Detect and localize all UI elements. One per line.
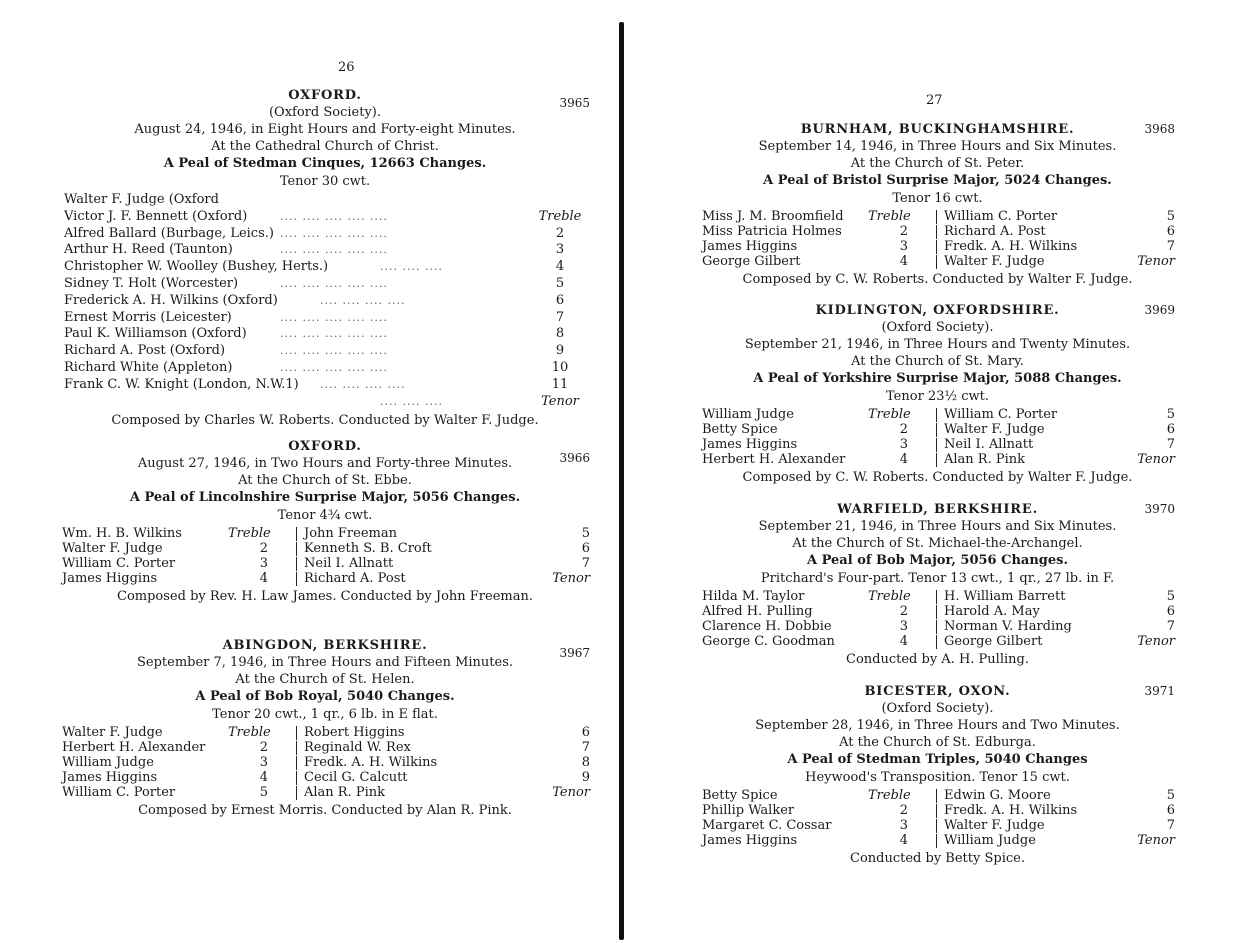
peal-date: September 7, 1946, in Three Hours and Fifteen Minutes. — [136, 655, 514, 670]
ringer-table — [700, 589, 1175, 649]
ringer-row: Hilda M. Taylor Treble H. William Barrett 5 — [702, 589, 1175, 604]
peal-society: (Oxford Society). — [881, 320, 994, 335]
peal-tenor: Tenor 30 cwt. — [279, 174, 371, 189]
ringer-row: James Higgins 3 Neil I. Allnatt 7 — [702, 437, 1175, 452]
ringer-row: Frederick A. H. Wilkins (Oxford) .... .... .... .... 6 — [64, 292, 565, 308]
right-page — [680, 0, 1200, 943]
peal-footer: Composed by Rev. H. Law James. Conducted by John Freeman. — [117, 589, 533, 604]
peal-title: A Peal of Yorkshire Surprise Major, 5088 Changes. — [753, 371, 1122, 386]
book-gutter — [619, 22, 624, 940]
peal-title: A Peal of Bristol Surprise Major, 5024 Changes. — [763, 173, 1112, 188]
peal-title: A Peal of Bob Major, 5056 Changes. — [807, 553, 1068, 568]
peal-tenor: Heywood's Transposition. Tenor 15 cwt. — [805, 770, 1070, 785]
ringer-row: Ernest Morris (Leicester) .... .... .... .... .... 7 — [64, 309, 565, 325]
peal-number: 3968 — [1144, 122, 1175, 136]
peal-place: WARFIELD, BERKSHIRE. 3970 — [837, 502, 1175, 517]
peal-society: (Oxford Society). — [268, 105, 381, 120]
peal-church: At the Cathedral Church of Christ. — [211, 139, 439, 154]
peal-record — [60, 87, 590, 430]
ringer-row: Alfred H. Pulling 2 Harold A. May 6 — [702, 604, 1175, 619]
ringer-row: George C. Goodman 4 George Gilbert Tenor — [702, 634, 1175, 649]
ringer-row: Betty Spice Treble Edwin G. Moore 5 — [702, 788, 1175, 803]
peal-number: 3966 — [559, 451, 590, 465]
ringer-row: George Gilbert 4 Walter F. Judge Tenor — [702, 254, 1175, 269]
ringer-row: Frank C. W. Knight (London, N.W.1) .... .... .... .... 11 — [64, 376, 569, 392]
page-number: 26 — [338, 60, 355, 75]
ringer-row: James Higgins 4 William Judge Tenor — [702, 833, 1175, 848]
peal-church: At the Church of St. Peter. — [850, 156, 1025, 171]
peal-title: A Peal of Stedman Triples, 5040 Changes — [787, 752, 1088, 767]
ringer-row: Miss Patricia Holmes 2 Richard A. Post 6 — [702, 224, 1175, 239]
peal-place: OXFORD. 3965 — [288, 88, 590, 110]
peal-title: A Peal of Bob Royal, 5040 Changes. — [195, 689, 455, 704]
ringer-row: Richard A. Post (Oxford) .... .... .... .... .... 9 — [64, 343, 565, 359]
ringer-row: Alfred Ballard (Burbage, Leics.) .... .... .... .... .... 2 — [64, 225, 565, 241]
peal-church: At the Church of St. Helen. — [235, 672, 415, 687]
ringer-row: Walter F. Judge (Oxford — [64, 192, 219, 207]
peal-church: At the Church of St. Edburga. — [839, 735, 1036, 750]
peal-footer: Composed by C. W. Roberts. Conducted by Walter F. Judge. — [742, 272, 1133, 287]
peal-society: (Oxford Society). — [881, 701, 994, 716]
ringer-row: Miss J. M. Broomfield Treble William C. Porter 5 — [702, 209, 1175, 224]
ringer-row: Herbert H. Alexander 2 Reginald W. Rex 7 — [62, 740, 590, 755]
ringer-table — [700, 209, 1175, 269]
ringer-row: William C. Porter 3 Neil I. Allnatt 7 — [62, 556, 590, 571]
page-number: 27 — [926, 93, 943, 108]
ringer-row: Herbert H. Alexander 4 Alan R. Pink Tenor — [702, 452, 1175, 467]
ringer-table — [60, 526, 590, 586]
ringer-table — [700, 407, 1175, 467]
ringer-row: William Judge Treble William C. Porter 5 — [702, 407, 1175, 422]
peal-record — [700, 121, 1175, 289]
peal-place: BICESTER, OXON. 3971 — [864, 684, 1175, 699]
peal-date: September 21, 1946, in Three Hours and Six Minutes. — [758, 519, 1117, 534]
peal-record — [700, 683, 1175, 868]
ringer-row: Phillip Walker 2 Fredk. A. H. Wilkins 6 — [702, 803, 1175, 818]
peal-number: 3967 — [559, 646, 590, 660]
peal-tenor: Tenor 4¾ cwt. — [277, 508, 373, 523]
peal-record — [60, 637, 590, 820]
peal-church: At the Church of St. Michael-the-Archangel. — [792, 536, 1083, 551]
peal-footer: Conducted by Betty Spice. — [850, 851, 1025, 866]
ringer-row: Walter F. Judge Treble Robert Higgins 6 — [62, 725, 590, 740]
ringer-row: Walter F. Judge 2 Kenneth S. B. Croft 6 — [62, 541, 590, 556]
ringer-table — [60, 725, 590, 800]
peal-footer: Composed by C. W. Roberts. Conducted by Walter F. Judge. — [742, 470, 1133, 485]
peal-title: A Peal of Stedman Cinques, 12663 Changes. — [163, 156, 487, 171]
peal-record — [60, 438, 590, 606]
peal-footer: Composed by Charles W. Roberts. Conducted by Walter F. Judge. — [111, 413, 539, 429]
peal-place: KIDLINGTON, OXFORDSHIRE. 3969 — [815, 303, 1175, 318]
ringer-row: Margaret C. Cossar 3 Walter F. Judge 7 — [702, 818, 1175, 833]
peal-tenor: Pritchard's Four-part. Tenor 13 cwt., 1 qr., 27 lb. in F. — [760, 571, 1115, 586]
ringer-row: Victor J. F. Bennett (Oxford) .... .... .... .... .... Treble — [64, 208, 582, 224]
ringer-row: Arthur H. Reed (Taunton) .... .... .... .... .... 3 — [64, 242, 565, 258]
ringer-row: Sidney T. Holt (Worcester) .... .... .... .... .... 5 — [64, 275, 565, 291]
peal-number: 3969 — [1144, 303, 1175, 317]
peal-date: September 21, 1946, in Three Hours and Twenty Minutes. — [744, 337, 1131, 352]
ringer-row: Wm. H. B. Wilkins Treble John Freeman 5 — [62, 526, 590, 541]
peal-tenor: Tenor 20 cwt., 1 qr., 6 lb. in E flat. — [212, 707, 438, 722]
ringer-row: Christopher W. Woolley (Bushey, Herts.) .... .... .... 4 — [64, 259, 565, 275]
peal-number: 3971 — [1144, 684, 1175, 698]
peal-number: 3965 — [559, 96, 590, 110]
ringer-row: William Judge 3 Fredk. A. H. Wilkins 8 — [62, 755, 590, 770]
peal-place: OXFORD. 3966 — [288, 439, 590, 465]
peal-church: At the Church of St. Mary. — [851, 354, 1024, 369]
ringer-table — [700, 788, 1175, 848]
ringer-row: James Higgins 3 Fredk. A. H. Wilkins 7 — [702, 239, 1175, 254]
peal-number: 3970 — [1144, 502, 1175, 516]
ringer-row: William C. Porter 5 Alan R. Pink Tenor — [62, 785, 590, 800]
peal-record — [700, 501, 1175, 669]
peal-record — [700, 302, 1175, 487]
peal-footer: Conducted by A. H. Pulling. — [846, 652, 1029, 667]
ringer-row: James Higgins 4 Richard A. Post Tenor — [62, 571, 590, 586]
ringer-row: Clarence H. Dobbie 3 Norman V. Harding 7 — [702, 619, 1175, 634]
peal-footer: Composed by Ernest Morris. Conducted by Alan R. Pink. — [138, 803, 512, 818]
peal-tenor: Tenor 16 cwt. — [892, 191, 983, 206]
peal-church: At the Church of St. Ebbe. — [238, 473, 412, 488]
peal-date: September 14, 1946, in Three Hours and Six Minutes. — [758, 139, 1117, 154]
ringer-row: Paul K. Williamson (Oxford) .... .... .... .... .... 8 — [64, 326, 565, 342]
ringer-list — [60, 192, 590, 410]
peal-date: August 27, 1946, in Two Hours and Forty-three Minutes. — [137, 456, 513, 471]
ringer-row: Richard White (Appleton) .... .... .... .... .... 10 — [64, 359, 569, 375]
left-page — [60, 0, 600, 943]
peal-tenor: Tenor 23½ cwt. — [886, 389, 989, 404]
ringer-row: James Higgins 4 Cecil G. Calcutt 9 — [62, 770, 590, 785]
peal-date: September 28, 1946, in Three Hours and Two Minutes. — [755, 718, 1120, 733]
ringer-row: .... .... .... Tenor — [380, 393, 579, 409]
ringer-row: Betty Spice 2 Walter F. Judge 6 — [702, 422, 1175, 437]
peal-title: A Peal of Lincolnshire Surprise Major, 5056 Changes. — [129, 490, 521, 505]
peal-place: BURNHAM, BUCKINGHAMSHIRE. 3968 — [800, 122, 1175, 137]
peal-date: August 24, 1946, in Eight Hours and Forty-eight Minutes. — [134, 122, 516, 137]
peal-place: ABINGDON, BERKSHIRE. 3967 — [222, 638, 590, 660]
